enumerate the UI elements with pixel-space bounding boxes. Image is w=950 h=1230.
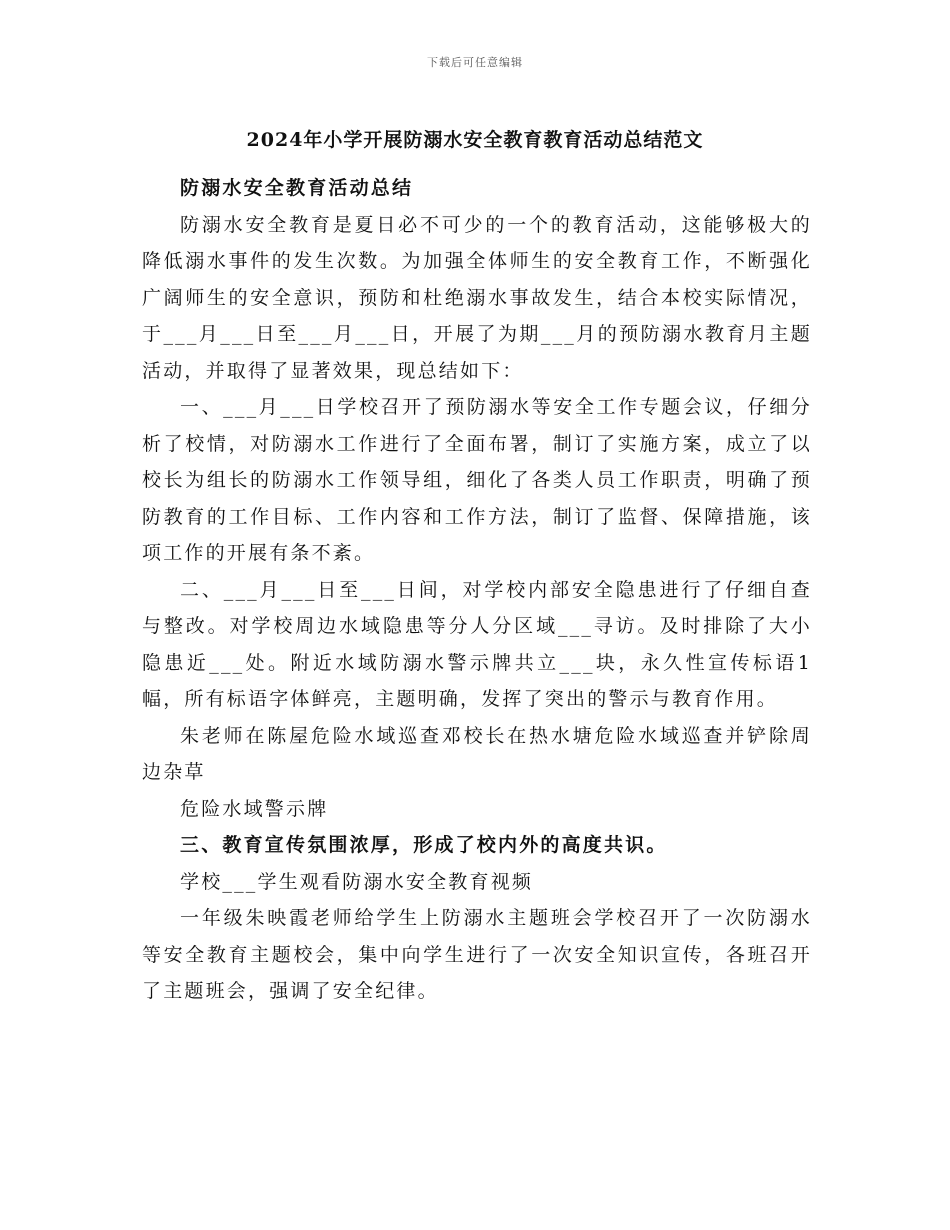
intro-paragraph: 防溺水安全教育是夏日必不可少的一个的教育活动，这能够极大的降低溺水事件的发生次数。为加强全体师生的安全教育工作，不断强化广阔师生的安全意识，预防和杜绝溺水事故发生，结合本校实际情况，于___月___日至___月___日，开展了为期___月的预防溺水教育月主题活动，并取得了显著效果，现总结如下： [142, 213, 812, 382]
paragraph-inspection: 二、___月___日至___日间，对学校内部安全隐患进行了仔细自查与整改。对学校周边水域隐患等分人分区域___寻访。及时排除了大小隐患近___处。附近水域防溺水警示牌共立___块，永久性宣传标语1幅，所有标语字体鲜亮，主题明确，发挥了突出的警示与教育作用。 [142, 578, 812, 710]
document-title: 2024年小学开展防溺水安全教育教育活动总结范文 [246, 129, 704, 151]
document-body [142, 170, 812, 1010]
header-note: 下载后可任意编辑 [427, 56, 523, 69]
photo-caption-warning-sign: 危险水域警示牌 [180, 797, 329, 820]
paragraph-meeting: 一、___月___日学校召开了预防溺水等安全工作专题会议，仔细分析了校情，对防溺水工作进行了全面布署，制订了实施方案，成立了以校长为组长的防溺水工作领导组，细化了各类人员工作职责，明确了预防教育的工作目标、工作内容和工作方法，制订了监督、保障措施，该项工作的开展有条不紊。 [142, 396, 812, 564]
photo-caption-patrol: 朱老师在陈屋危险水域巡查邓校长在热水塘危险水域巡查并铲除周边杂草 [142, 724, 812, 783]
section-heading: 防溺水安全教育活动总结 [180, 177, 414, 199]
paragraph-class-meeting: 一年级朱映霞老师给学生上防溺水主题班会学校召开了一次防溺水等安全教育主题校会，集中向学生进行了一次安全知识宣传，各班召开了主题班会，强调了安全纪律。 [142, 907, 812, 1002]
photo-caption-video: 学校___学生观看防溺水安全教育视频 [180, 870, 534, 893]
section-heading-publicity: 三、教育宣传氛围浓厚，形成了校内外的高度共识。 [180, 834, 668, 856]
